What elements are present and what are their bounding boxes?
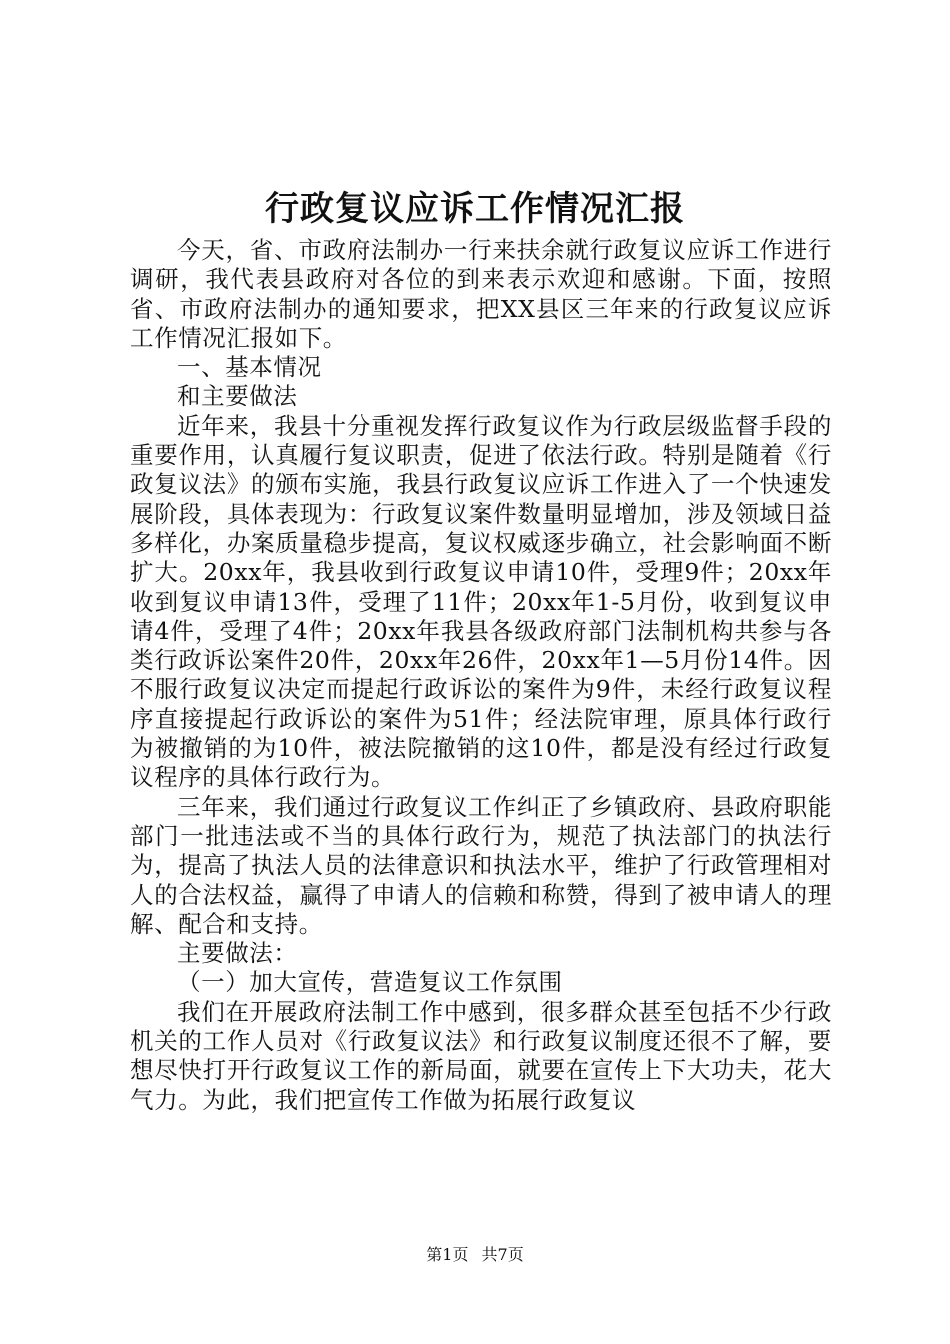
document-title: 行政复议应诉工作情况汇报: [265, 189, 685, 229]
page-footer: [0, 1244, 950, 1266]
page-number: 第1页: [426, 1245, 469, 1264]
paragraph-publicity: 我们在开展政府法制工作中感到，很多群众甚至包括不少行政机关的工作人员对《行政复议法》和行政复议制度还很不了解，要想尽快打开行政复议工作的新局面，就要在宣传上下大功夫，花大气力。为此，我们把宣传工作做为拓展行政复议: [130, 997, 832, 1114]
subheading-publicity: （一）加大宣传，营造复议工作氛围: [177, 968, 563, 997]
paragraph-intro: 今天，省、市政府法制办一行来扶余就行政复议应诉工作进行调研，我代表县政府对各位的到来表示欢迎和感谢。下面，按照省、市政府法制办的通知要求，把XX县区三年来的行政复议应诉工作情况汇报如下。: [130, 236, 832, 352]
subheading-main-methods: 主要做法：: [177, 939, 298, 968]
section-heading-basic: 一、基本情况: [177, 353, 322, 382]
page-total: 共7页: [481, 1245, 524, 1264]
paragraph-overview: 近年来，我县十分重视发挥行政复议作为行政层级监督手段的重要作用，认真履行复议职责，促进了依法行政。特别是随着《行政复议法》的颁布实施，我县行政复议应诉工作进入了一个快速发展阶段，具体表现为：行政复议案件数量明显增加，涉及领域日益多样化，办案质量稳步提高，复议权威逐步确立，社会影响面不断扩大。20xx年，我县收到行政复议申请10件，受理9件；20xx年收到复议申请13件，受理了11件；20xx年1-5月份，收到复议申请4件，受理了4件；20xx年我县各级政府部门法制机构共参与各类行政诉讼案件20件，20xx年26件，20xx年1—5月份14件。因不服行政复议决定而提起行政诉讼的案件为9件，未经行政复议程序直接提起行政诉讼的案件为51件；经法院审理，原具体行政行为被撤销的为10件，被法院撤销的这10件，都是没有经过行政复议程序的具体行政行为。: [130, 411, 832, 792]
document-body: [130, 236, 832, 1115]
paragraph-achievements: 三年来，我们通过行政复议工作纠正了乡镇政府、县政府职能部门一批违法或不当的具体行政行为，规范了执法部门的执法行为，提高了执法人员的法律意识和执法水平，维护了行政管理相对人的合法权益，赢得了申请人的信赖和称赞，得到了被申请人的理解、配合和支持。: [130, 792, 832, 938]
section-heading-methods: 和主要做法: [177, 382, 298, 411]
